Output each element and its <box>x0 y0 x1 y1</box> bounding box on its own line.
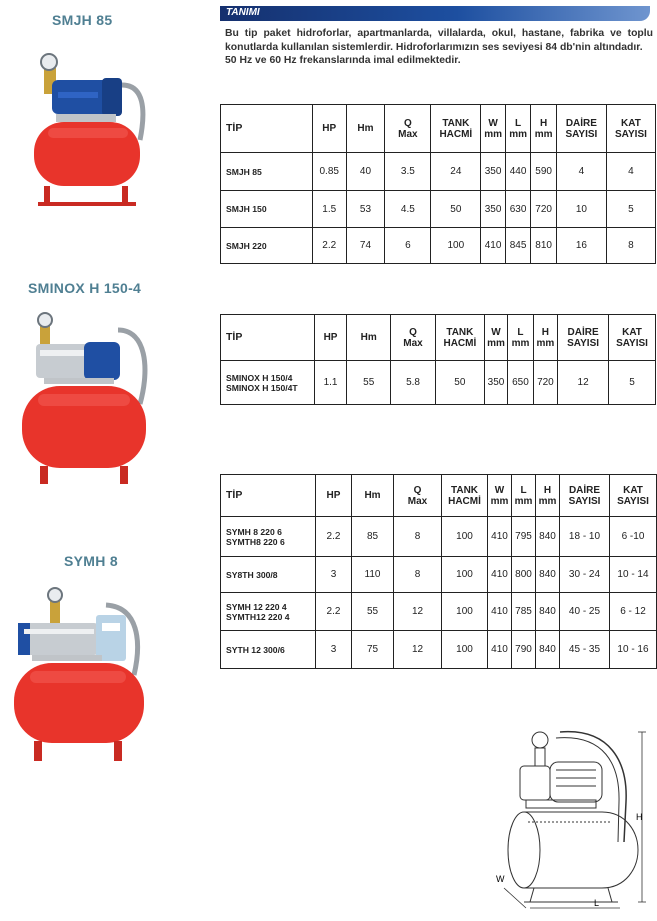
cell-h: 840 <box>536 631 560 669</box>
cell-tip: SMJH 220 <box>221 228 313 264</box>
cell-w: 410 <box>488 517 512 557</box>
cell-hm: 55 <box>347 361 391 405</box>
col-w: W mm <box>484 315 507 361</box>
cell-q: 3.5 <box>385 153 431 191</box>
cell-daire: 4 <box>556 153 606 191</box>
cell-tip: SMJH 150 <box>221 191 313 228</box>
col-w: W mm <box>488 475 512 517</box>
description-text: Bu tip paket hidroforlar, apartmanlarda, villalarda, okul, hastane, fabrika ve toplu konutlarda kullanılan sistemlerdir. Hidroforlarımızın ses seviyesi 84 db'nin altındadır. <box>225 28 653 53</box>
cell-hp: 0.85 <box>312 153 346 191</box>
col-tank: TANK HACMİ <box>442 475 488 517</box>
table-row <box>221 593 657 631</box>
col-hp: HP <box>316 475 352 517</box>
col-hp: HP <box>314 315 347 361</box>
cell-l: 800 <box>512 557 536 593</box>
table-row <box>221 153 656 191</box>
col-daire: DAİRE SAYISI <box>558 315 609 361</box>
table-row <box>221 631 657 669</box>
cell-h: 810 <box>531 228 557 264</box>
cell-tank: 100 <box>442 517 488 557</box>
cell-hm: 55 <box>352 593 394 631</box>
cell-h: 840 <box>536 593 560 631</box>
w-label: W <box>496 874 505 884</box>
l-label: L <box>594 898 600 908</box>
dimension-diagram <box>490 722 650 912</box>
sminox-pump-image <box>14 308 154 488</box>
cell-tank: 24 <box>431 153 481 191</box>
col-daire: DAİRE SAYISI <box>556 105 606 153</box>
cell-h: 840 <box>536 517 560 557</box>
table-row <box>221 361 656 405</box>
description-frequency: 50 Hz ve 60 Hz frekanslarında imal edilmektedir. <box>225 55 461 66</box>
cell-daire: 45 - 35 <box>560 631 610 669</box>
cell-daire: 10 <box>556 191 606 228</box>
col-kat: KAT SAYISI <box>606 105 655 153</box>
cell-tank: 50 <box>435 361 484 405</box>
cell-l: 440 <box>505 153 531 191</box>
cell-hp: 1.5 <box>312 191 346 228</box>
cell-h: 590 <box>531 153 557 191</box>
col-kat: KAT SAYISI <box>610 475 657 517</box>
cell-w: 410 <box>481 228 506 264</box>
col-kat: KAT SAYISI <box>609 315 656 361</box>
cell-q: 5.8 <box>391 361 436 405</box>
col-q: Q Max <box>391 315 436 361</box>
cell-w: 350 <box>484 361 507 405</box>
cell-q: 4.5 <box>385 191 431 228</box>
cell-q: 12 <box>394 593 442 631</box>
symh-spec-table <box>220 474 657 669</box>
product-title-symh8: SYMH 8 <box>64 553 118 569</box>
cell-l: 795 <box>512 517 536 557</box>
col-q: Q Max <box>385 105 431 153</box>
col-tip: TİP <box>221 475 316 517</box>
cell-hm: 53 <box>346 191 385 228</box>
cell-hm: 75 <box>352 631 394 669</box>
col-l: L mm <box>512 475 536 517</box>
cell-tip: SYMH 12 220 4 SYMTH12 220 4 <box>221 593 316 631</box>
cell-hm: 74 <box>346 228 385 264</box>
col-w: W mm <box>481 105 506 153</box>
table-row <box>221 557 657 593</box>
col-l: L mm <box>508 315 533 361</box>
cell-w: 350 <box>481 191 506 228</box>
cell-tank: 100 <box>442 593 488 631</box>
col-daire: DAİRE SAYISI <box>560 475 610 517</box>
cell-daire: 12 <box>558 361 609 405</box>
table-header-row <box>221 105 656 153</box>
col-h: H mm <box>536 475 560 517</box>
h-label: H <box>636 812 643 822</box>
cell-hm: 40 <box>346 153 385 191</box>
cell-l: 630 <box>505 191 531 228</box>
cell-daire: 16 <box>556 228 606 264</box>
table-row <box>221 517 657 557</box>
cell-kat: 6 -10 <box>610 517 657 557</box>
col-h: H mm <box>533 315 557 361</box>
cell-w: 410 <box>488 557 512 593</box>
table-header-row <box>221 315 656 361</box>
cell-w: 410 <box>488 631 512 669</box>
sminox-spec-table <box>220 314 656 405</box>
col-hp: HP <box>312 105 346 153</box>
cell-q: 8 <box>394 517 442 557</box>
cell-kat: 6 - 12 <box>610 593 657 631</box>
smjh85-pump-image <box>22 40 152 210</box>
description <box>225 27 653 68</box>
cell-w: 410 <box>488 593 512 631</box>
col-l: L mm <box>505 105 531 153</box>
col-tip: TİP <box>221 315 315 361</box>
cell-tank: 50 <box>431 191 481 228</box>
product-title-sminox: SMINOX H 150-4 <box>28 280 142 296</box>
cell-hp: 2.2 <box>312 228 346 264</box>
cell-hp: 1.1 <box>314 361 347 405</box>
col-tip: TİP <box>221 105 313 153</box>
cell-l: 785 <box>512 593 536 631</box>
cell-q: 12 <box>394 631 442 669</box>
cell-kat: 8 <box>606 228 655 264</box>
cell-h: 720 <box>531 191 557 228</box>
cell-kat: 4 <box>606 153 655 191</box>
cell-tank: 100 <box>442 631 488 669</box>
col-hm: Hm <box>347 315 391 361</box>
tanimi-header <box>220 6 650 21</box>
cell-kat: 10 - 14 <box>610 557 657 593</box>
cell-daire: 18 - 10 <box>560 517 610 557</box>
table-row <box>221 191 656 228</box>
cell-hm: 110 <box>352 557 394 593</box>
cell-w: 350 <box>481 153 506 191</box>
cell-tank: 100 <box>431 228 481 264</box>
cell-q: 8 <box>394 557 442 593</box>
cell-tip: SMINOX H 150/4 SMINOX H 150/4T <box>221 361 315 405</box>
cell-tank: 100 <box>442 557 488 593</box>
cell-h: 720 <box>533 361 557 405</box>
table-header-row <box>221 475 657 517</box>
cell-daire: 40 - 25 <box>560 593 610 631</box>
cell-tip: SY8TH 300/8 <box>221 557 316 593</box>
cell-hp: 2.2 <box>316 517 352 557</box>
cell-h: 840 <box>536 557 560 593</box>
smjh-spec-table <box>220 104 656 264</box>
col-h: H mm <box>531 105 557 153</box>
cell-q: 6 <box>385 228 431 264</box>
col-hm: Hm <box>346 105 385 153</box>
cell-hm: 85 <box>352 517 394 557</box>
cell-l: 790 <box>512 631 536 669</box>
cell-kat: 5 <box>606 191 655 228</box>
product-title-smjh85: SMJH 85 <box>52 12 113 28</box>
cell-daire: 30 - 24 <box>560 557 610 593</box>
col-tank: TANK HACMİ <box>435 315 484 361</box>
cell-l: 845 <box>505 228 531 264</box>
table-row <box>221 228 656 264</box>
col-tank: TANK HACMİ <box>431 105 481 153</box>
cell-hp: 3 <box>316 631 352 669</box>
col-hm: Hm <box>352 475 394 517</box>
col-q: Q Max <box>394 475 442 517</box>
cell-kat: 10 - 16 <box>610 631 657 669</box>
tanimi-label: TANIMI <box>226 7 260 18</box>
cell-kat: 5 <box>609 361 656 405</box>
cell-hp: 2.2 <box>316 593 352 631</box>
symh8-pump-image <box>10 585 150 765</box>
cell-l: 650 <box>508 361 533 405</box>
cell-tip: SMJH 85 <box>221 153 313 191</box>
cell-hp: 3 <box>316 557 352 593</box>
cell-tip: SYTH 12 300/6 <box>221 631 316 669</box>
cell-tip: SYMH 8 220 6 SYMTH8 220 6 <box>221 517 316 557</box>
